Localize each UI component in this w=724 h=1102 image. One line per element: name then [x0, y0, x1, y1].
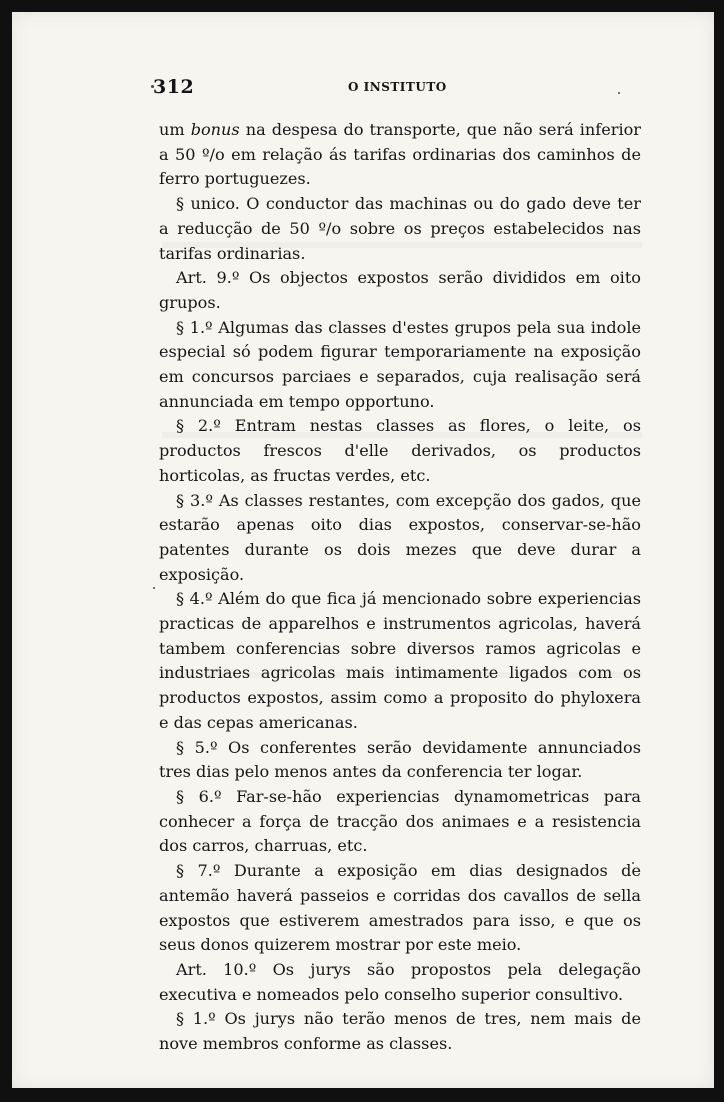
paragraph [159, 118, 641, 192]
paragraph: § 7.º Durante a exposição em dias designados de antemão haverá passeios e corridas dos cavallos de sella expostos que estiverem amestrados para isso, e que os seus donos quizerem mostrar por este meio. [159, 861, 641, 955]
paragraph-rest: na despesa do transporte, que não será inferior a 50 º/o em relação ás tarifas ordinarias dos caminhos de ferro portuguezes. [159, 120, 641, 189]
paragraph: § 6.º Far-se-hão experiencias dynamometricas para conhecer a força de tracção dos animaes e a resistencia dos carros, charruas, etc. [159, 786, 641, 856]
page-number: 312 [153, 76, 195, 98]
paragraph: § 2.º Entram nestas classes as flores, o leite, os productos frescos d'elle derivados, os productos horticolas, as fructas verdes, etc. [159, 416, 641, 485]
paragraph: § 1.º Algumas das classes d'estes grupos pela sua indole especial só podem figurar temporariamente na exposição em concursos parciaes e separados, cuja realisação será annunciada em tempo opportuno. [159, 317, 641, 411]
paragraph: § 4.º Além do que fica já mencionado sobre experiencias practicas de apparelhos e instrumentos agricolas, haverá tambem conferencias sobre diversos ramos agricolas e industriaes agricolas mais intimamente ligados com os productos expostos, assim como a proposito do phyloxera e das cepas americanas. [159, 589, 641, 732]
body-text [159, 118, 641, 1057]
paragraph: Art. 10.º Os jurys são propostos pela delegação executiva e nomeados pelo conselho superior consultivo. [159, 959, 641, 1004]
emphasized-word: bonus [190, 120, 240, 139]
paragraph: Art. 9.º Os objectos expostos serão divididos em oito grupos. [159, 268, 641, 312]
paragraph-lead: um [159, 120, 185, 139]
paragraph: § 5.º Os conferentes serão devidamente annunciados tres dias pelo menos antes da conferencia ter logar. [159, 737, 641, 782]
paragraph: § 3.º As classes restantes, com excepção dos gados, que estarão apenas oito dias expostos, conservar-se-hão patentes durante os dois mezes que deve durar a exposição. [159, 490, 641, 584]
paragraph: § 1.º Os jurys não terão menos de tres, nem mais de nove membros conforme as classes. [159, 1009, 641, 1054]
book-page [12, 12, 714, 1088]
running-title: O INSTITUTO [348, 80, 447, 94]
paragraph: § unico. O conductor das machinas ou do gado deve ter a reducção de 50 º/o sobre os preços estabelecidos nas tarifas ordinarias. [159, 194, 641, 263]
ink-speck [153, 587, 155, 589]
page-header [153, 76, 641, 100]
